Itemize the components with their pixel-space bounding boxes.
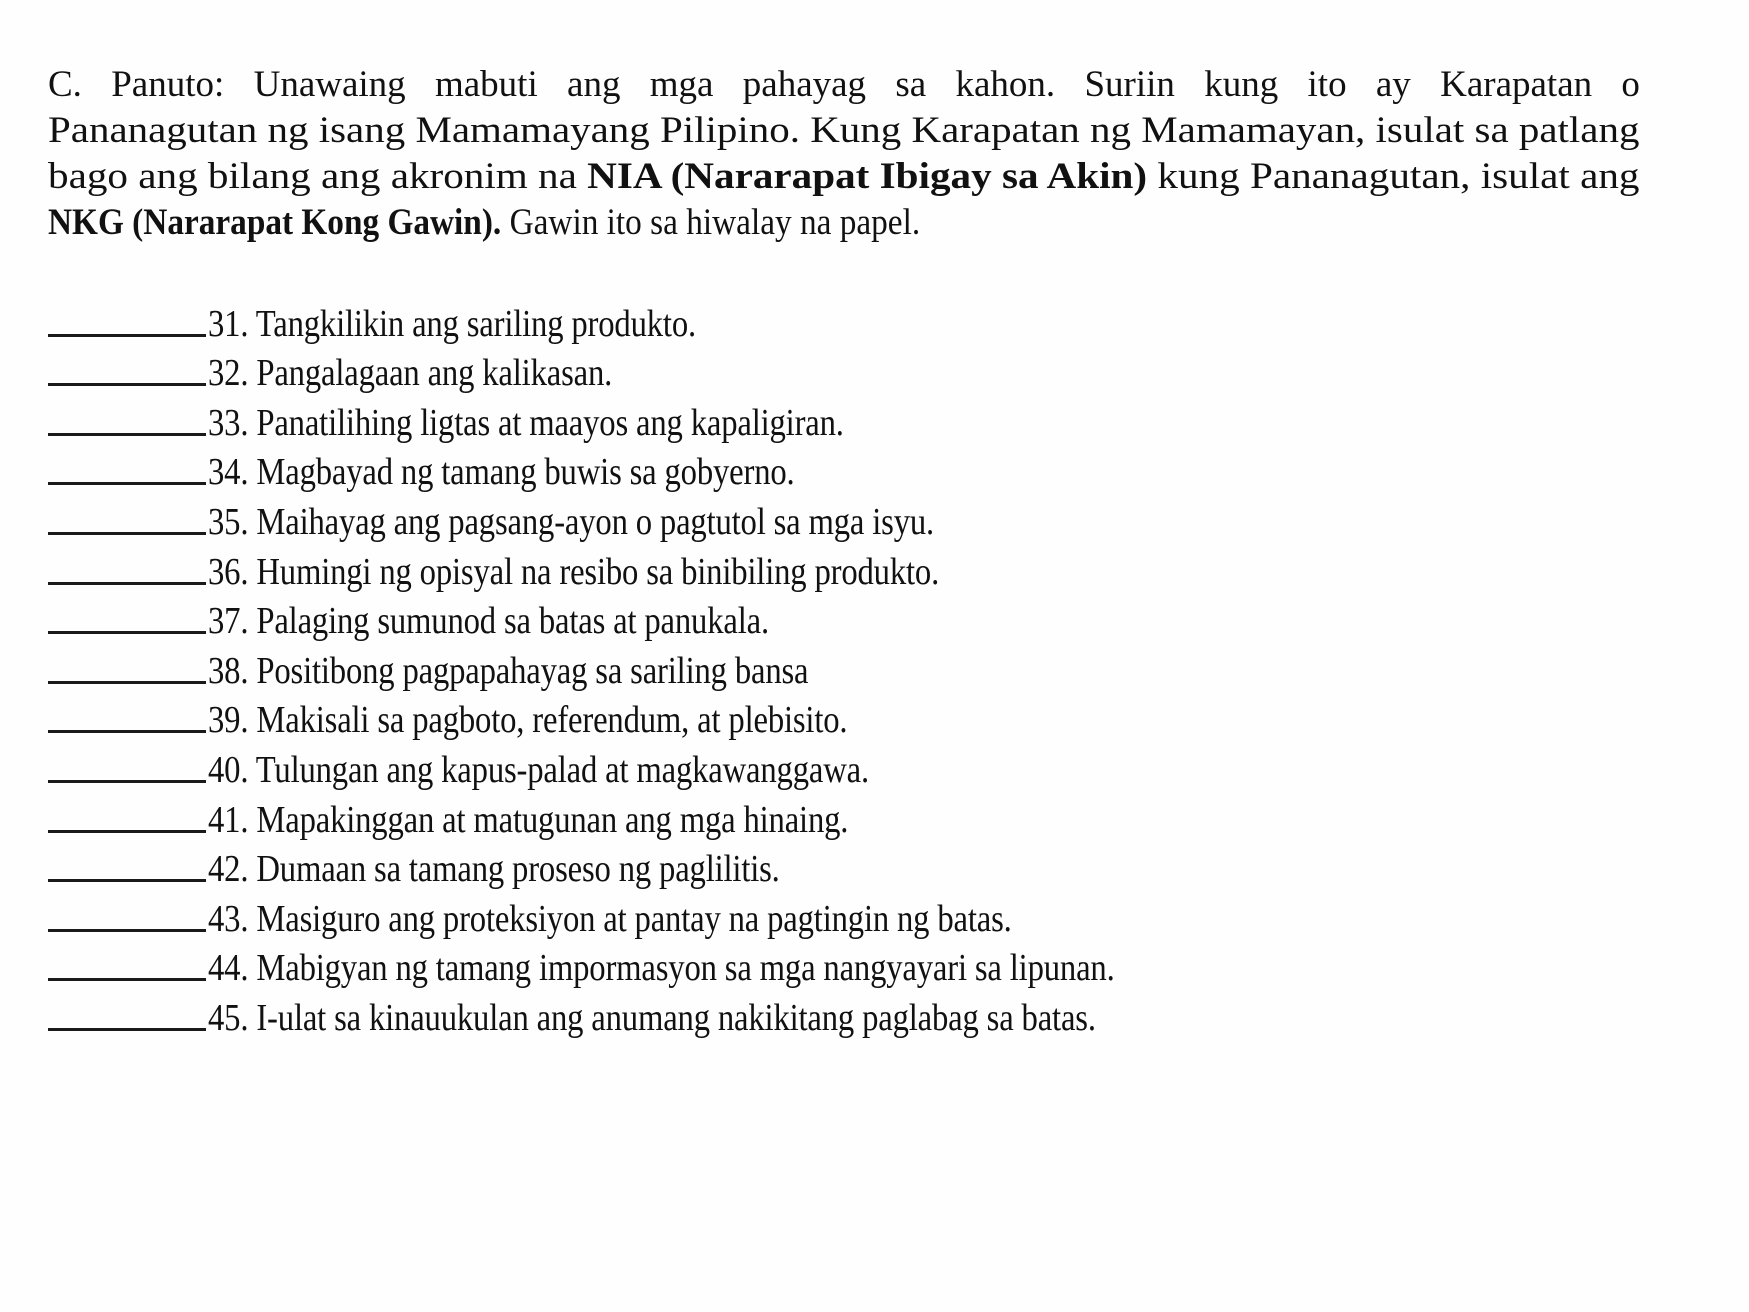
item-number: 42. <box>208 848 249 891</box>
item-text: Humingi ng opisyal na resibo sa binibiling produkto. <box>256 550 940 593</box>
list-item <box>48 842 1262 892</box>
item-number: 40. <box>208 748 249 791</box>
item-statement <box>208 649 808 693</box>
list-item <box>48 941 1262 991</box>
instructions-line-3-pre: bago ang bilang ang akronim na <box>48 156 588 197</box>
item-text: Palaging sumunod sa batas at panukala. <box>256 600 769 643</box>
instructions-line-2 <box>48 108 1640 154</box>
item-text: Tulungan ang kapus-palad at magkawanggawa. <box>255 748 869 791</box>
item-number: 32. <box>208 352 249 395</box>
item-number: 35. <box>208 500 249 543</box>
item-number: 37. <box>208 600 249 643</box>
item-statement <box>208 946 1115 990</box>
instructions-word: Unawaing <box>253 64 406 105</box>
instructions-word: C. <box>48 64 82 105</box>
item-number: 33. <box>208 401 249 444</box>
instructions-word: mabuti <box>434 64 538 105</box>
item-text: Masiguro ang proteksiyon at pantay na pagtingin ng batas. <box>256 897 1012 940</box>
list-item <box>48 346 1262 396</box>
answer-blank[interactable] <box>48 631 206 634</box>
item-statement <box>208 450 795 494</box>
instructions-line-1 <box>48 62 1640 108</box>
list-item <box>48 445 1262 495</box>
item-text: Mapakinggan at matugunan ang mga hinaing. <box>256 798 849 841</box>
item-statement <box>208 302 696 346</box>
nkg-acronym-definition: NKG (Nararapat Kong Gawin). <box>48 202 502 243</box>
instructions-word: ang <box>567 64 621 105</box>
item-number: 43. <box>208 897 249 940</box>
item-number: 31. <box>208 302 249 345</box>
answer-blank[interactable] <box>48 780 206 783</box>
item-number: 39. <box>208 699 249 742</box>
instructions-line-4 <box>48 200 920 246</box>
item-text: Magbayad ng tamang buwis sa gobyerno. <box>256 451 795 494</box>
instructions-line-2-text: Pananagutan ng isang Mamamayang Pilipino. Kung Karapatan ng Mamamayan, isulat sa patlang <box>48 110 1640 151</box>
item-number: 36. <box>208 550 249 593</box>
instructions-word: Karapatan <box>1440 64 1593 105</box>
answer-blank[interactable] <box>48 433 206 436</box>
answer-blank[interactable] <box>48 978 206 981</box>
item-text: Panatilihing ligtas at maayos ang kapaligiran. <box>256 401 844 444</box>
answer-blank[interactable] <box>48 879 206 882</box>
answer-blank[interactable] <box>48 830 206 833</box>
answer-blank[interactable] <box>48 383 206 386</box>
instructions-word: kung <box>1204 64 1279 105</box>
list-item <box>48 742 1262 792</box>
answer-blank[interactable] <box>48 730 206 733</box>
item-statement <box>208 599 769 643</box>
list-item <box>48 296 1262 346</box>
answer-blank[interactable] <box>48 582 206 585</box>
list-item <box>48 395 1262 445</box>
answer-blank[interactable] <box>48 929 206 932</box>
item-text: I-ulat sa kinauukulan ang anumang nakikitang paglabag sa batas. <box>256 996 1096 1039</box>
items-list <box>48 296 1262 1040</box>
item-statement <box>208 996 1096 1040</box>
list-item <box>48 891 1262 941</box>
instructions-word: o <box>1621 64 1640 105</box>
item-statement <box>208 401 844 445</box>
instructions-word: ito <box>1307 64 1347 105</box>
item-text: Positibong pagpapahayag sa sariling bansa <box>256 649 809 692</box>
instructions-line-4-post: Gawin ito sa hiwalay na papel. <box>501 202 921 243</box>
item-text: Makisali sa pagboto, referendum, at plebisito. <box>256 699 848 742</box>
instructions-word: kahon. <box>955 64 1056 105</box>
item-statement <box>208 351 612 395</box>
item-number: 41. <box>208 798 249 841</box>
item-text: Mabigyan ng tamang impormasyon sa mga nangyayari sa lipunan. <box>256 947 1115 990</box>
instructions-line-3-post: kung Pananagutan, isulat ang <box>1147 156 1640 197</box>
item-text: Tangkilikin ang sariling produkto. <box>255 302 697 345</box>
list-item <box>48 693 1262 743</box>
list-item <box>48 494 1262 544</box>
list-item <box>48 643 1262 693</box>
list-item <box>48 792 1262 842</box>
answer-blank[interactable] <box>48 681 206 684</box>
item-statement <box>208 550 939 594</box>
item-text: Dumaan sa tamang proseso ng paglilitis. <box>256 848 780 891</box>
instructions-line-3 <box>48 154 1640 200</box>
item-statement <box>208 698 847 742</box>
answer-blank[interactable] <box>48 482 206 485</box>
item-statement <box>208 798 848 842</box>
instructions-word: ay <box>1375 64 1411 105</box>
item-statement <box>208 847 780 891</box>
item-number: 45. <box>208 996 249 1039</box>
instructions-word: sa <box>895 64 927 105</box>
list-item <box>48 544 1262 594</box>
item-statement <box>208 500 934 544</box>
item-number: 44. <box>208 947 249 990</box>
item-text: Maihayag ang pagsang-ayon o pagtutol sa mga isyu. <box>256 500 935 543</box>
answer-blank[interactable] <box>48 334 206 337</box>
instructions-word: mga <box>649 64 714 105</box>
instructions-paragraph <box>48 62 1688 246</box>
item-number: 34. <box>208 451 249 494</box>
answer-blank[interactable] <box>48 532 206 535</box>
item-statement <box>208 897 1012 941</box>
nia-acronym-definition: NIA (Nararapat Ibigay sa Akin) <box>587 156 1148 197</box>
item-number: 38. <box>208 649 249 692</box>
instructions-word: Panuto: <box>111 64 225 105</box>
item-statement <box>208 748 869 792</box>
instructions-word: pahayag <box>742 64 867 105</box>
item-text: Pangalagaan ang kalikasan. <box>256 352 613 395</box>
list-item <box>48 990 1262 1040</box>
answer-blank[interactable] <box>48 1028 206 1031</box>
instructions-word: Suriin <box>1084 64 1175 105</box>
list-item <box>48 594 1262 644</box>
